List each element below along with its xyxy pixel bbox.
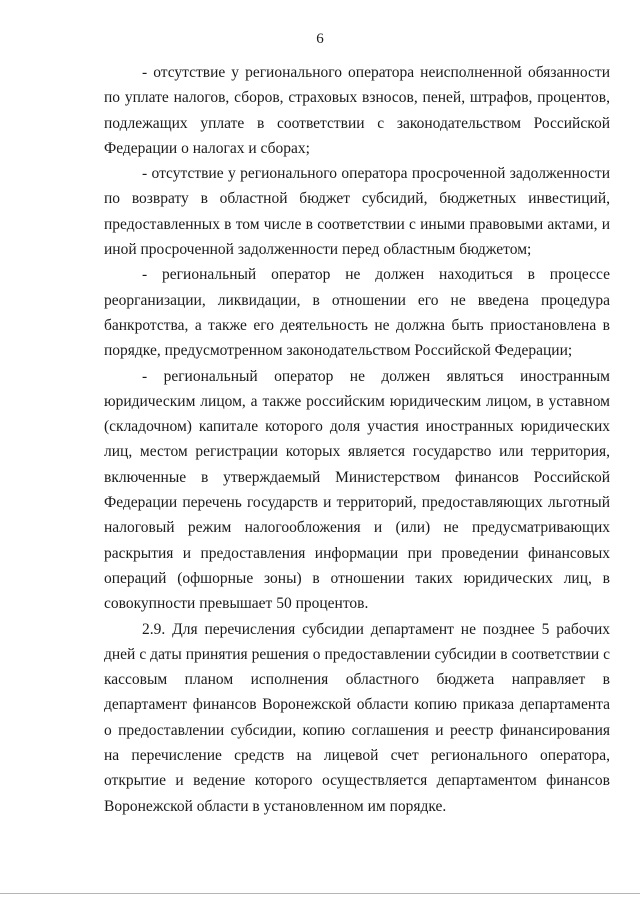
paragraph-foreign-entity: - региональный оператор не должен являться иностранным юридическим лицом, а также российским юридическим лицом, в уставном (складочном) капитале которого доля участия иностранных юридических лиц, местом регистрации которых является государство или территория, включенные в утверждаемый Министерством финансов Российской Федерации перечень государств и территорий, предоставляющих льготный налоговый режим налогообложения и (или) не предусматривающих раскрытия и предоставления информации при проведении финансовых операций (офшорные зоны) в отношении таких юридических лиц, в совокупности превышает 50 процентов. (104, 367, 610, 613)
paragraph-tax-obligations: - отсутствие у регионального оператора неисполненной обязанности по уплате налогов, сборов, страховых взносов, пеней, штрафов, процентов, подлежащих уплате в соответствии с законодательством Российской Федерации о налогах и сборах; (104, 64, 610, 157)
paragraph-overdue-debt: - отсутствие у регионального оператора просроченной задолженности по возврату в областной бюджет субсидий, бюджетных инвестиций, предоставленных в том числе в соответствии с иными правовыми актами, и иной просроченной задолженности перед областным бюджетом; (104, 165, 610, 259)
bottom-divider (0, 893, 640, 894)
paragraph-section-2-9: 2.9. Для перечисления субсидии департамент не позднее 5 рабочих дней с даты принятия решения о предоставлении субсидии в соответствии с кассовым планом исполнения областного бюджета направляет в департамент финансов Воронежской области копию приказа департамента о предоставлении субсидии, копию соглашения и реестр финансирования на перечисление средств на лицевой счет регионального оператора, открытие и ведение которого осуществляется департаментом финансов Воронежской области в установленном им порядке. (104, 620, 610, 815)
paragraph-reorganization: - региональный оператор не должен находиться в процессе реорганизации, ликвидации, в отношении его не введена процедура банкротства, а также его деятельность не должна быть приостановлена в порядке, предусмотренном законодательством Российской Федерации; (104, 266, 610, 360)
page-number: 6 (316, 31, 324, 47)
document-body (104, 60, 610, 819)
